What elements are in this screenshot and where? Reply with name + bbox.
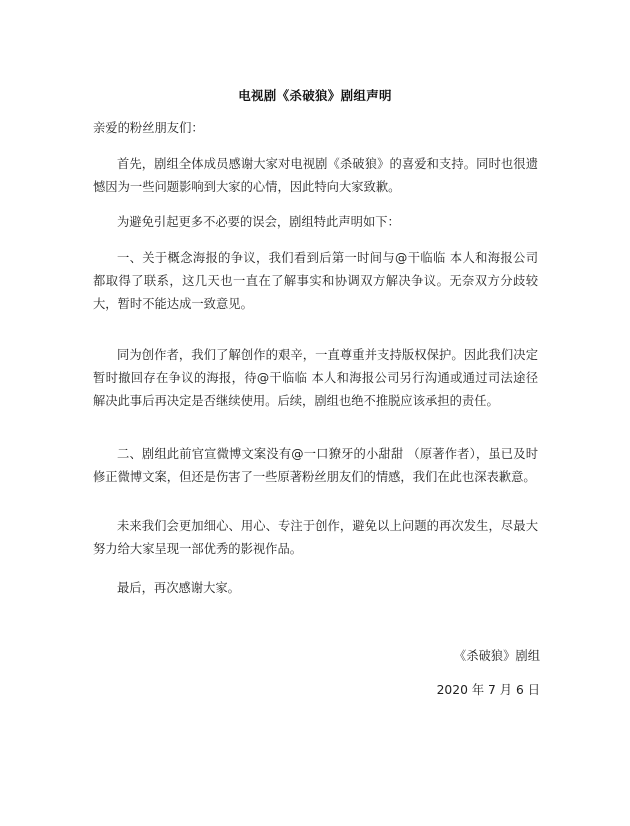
paragraph-future-commitment: 未来我们会更加细心、用心、专注于创作，避免以上问题的再次发生，尽最大努力给大家呈现一部优秀的影视作品。 <box>93 519 538 556</box>
paragraph-thanks-apology: 首先，剧组全体成员感谢大家对电视剧《杀破狼》的喜爱和支持。同时也很遗憾因为一些问题影响到大家的心情，因此特向大家致歉。 <box>93 157 538 194</box>
paragraph-author-credit: 二、剧组此前官宣微博文案没有@一口獠牙的小甜甜 （原著作者），虽已及时修正微博文案，但还是伤害了一些原著粉丝朋友们的情感，我们在此也深表歉意。 <box>93 447 538 484</box>
paragraph-closing-thanks: 最后，再次感谢大家。 <box>117 581 240 595</box>
paragraph-poster-withdrawal: 同为创作者，我们了解创作的艰辛，一直尊重并支持版权保护。因此我们决定暂时撤回存在争议的海报，待@干临临 本人和海报公司另行沟通或通过司法途径解决此事后再决定是否继续使用。后续，剧组也绝不推脱应该承担的责任。 <box>93 348 538 408</box>
paragraph-statement-intro: 为避免引起更多不必要的误会，剧组特此声明如下： <box>117 215 400 229</box>
salutation: 亲爱的粉丝朋友们： <box>93 121 204 135</box>
signature: 《杀破狼》剧组 <box>453 649 540 663</box>
document-title: 电视剧《杀破狼》剧组声明 <box>238 88 392 103</box>
statement-date: 2020 年 7 月 6 日 <box>436 683 540 697</box>
paragraph-poster-dispute: 一、关于概念海报的争议，我们看到后第一时间与@干临临 本人和海报公司都取得了联系，这几天也一直在了解事实和协调双方解决争议。无奈双方分歧较大，暂时不能达成一致意见。 <box>93 251 538 311</box>
